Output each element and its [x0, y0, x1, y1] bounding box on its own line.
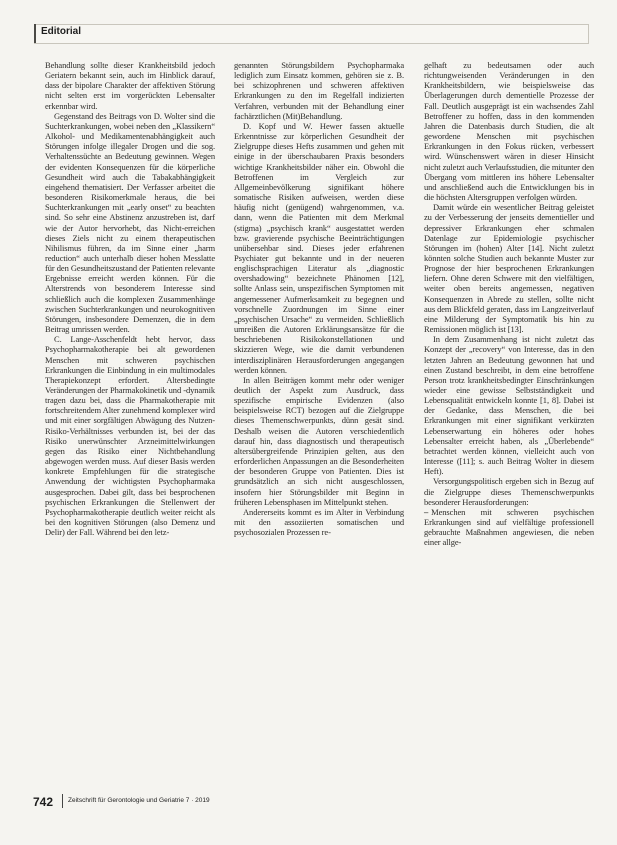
paragraph-text: Damit würde ein wesentlicher Beitrag geleistet zu der Verbesserung der jenseits dementieller und depressiver Erkrankungen eher schmalen Datenlage zur Epidemiologie psychischer Störungen im (hohen) Alter [14]. Nicht zuletzt könnten solche Studien auch bekannte Muster zur Prognose der hier besprochenen Erkrankungen liefern. Ohne deren Schwere mit den vielfältigen, weiter oben bereits angemessen, negativen Konsequenzen in Abrede zu stellen, sollte nicht aus dem Blickfeld geraten, dass im Langzeitverlauf eine Milderung der Symptomatik bis hin zu Remissionen möglich ist [13]. — [424, 202, 594, 335]
page-number: 742 — [33, 795, 54, 809]
paragraph — [424, 507, 594, 548]
paragraph-text: Andererseits kommt es im Alter in Verbindung mit den assoziierten somatischen und psychosozialen Prozessen re- — [234, 506, 404, 538]
paragraph — [424, 476, 594, 506]
paragraph-text: genannten Störungsbildern Psychopharmaka lediglich zum Einsatz kommen, gehören sie z. B. bei schizophrenen und schweren affektiven Erkrankungen zu den im Regelfall indizierten Verfahren, verbunden mit der Behandlung einer fachärztlichen (Mit)Behandlung. — [234, 60, 404, 121]
paragraph-text: Behandlung sollte dieser Krankheitsbild jedoch Geriatern bekannt sein, auch im Hinblick darauf, dass der bipolare Charakter der affektiven Störung nicht selten erst im vorgerückten Lebensalter erkennbar wird. — [45, 60, 215, 111]
paragraph — [45, 111, 215, 334]
paragraph — [45, 60, 215, 111]
paragraph — [424, 202, 594, 334]
paragraph-text: C. Lange-Asschenfeldt hebt hervor, dass Psychopharmakotherapie bei alt gewordenen Menschen mit schweren psychischen Erkrankungen die Einbindung in ein multimodales Therapiekonzept erfordert. Altersbedingte Veränderungen der Pharmakokinetik und -dynamik tragen dazu bei, dass die Pharmakotherapie mit fortschreitendem Alter zunehmend komplexer wird und mit einer sorgfältigen Abwägung des Nutzen-Risiko-Verhältnisses verbunden ist, bei der das Risiko unerwünschter Arzneimittelwirkungen gegen das Risiko einer Nichtbehandlung abgewogen werden muss. Auf dieser Basis werden konkrete Empfehlungen für die strategische Anwendung der wichtigsten Psychopharmaka ausgesprochen. Dabei gilt, dass bei besprochenen psychischen Erkrankungen die Stellenwert der Psychopharmakotherapie deutlich weiter reicht als bei den kognitiven Störungen (also Demenz und Delir) der Fall. Während bei den letz- — [45, 334, 215, 538]
text-column-3 — [424, 60, 594, 548]
paragraph — [234, 507, 404, 537]
paragraph-text: In dem Zusammenhang ist nicht zuletzt das Konzept der „recovery“ von Interesse, das in den letzten Jahren an Bedeutung gewonnen hat und einen Zustand beschreibt, in dem eine betroffene Person trotz krankheitsbedingter Einschränkungen wieder eine gewisse Selbstständigkeit und Lebensqualität entwickeln konnte [1, 8]. Dabei ist der Gedanke, dass Menschen, die bei Erkrankungen mit einer signifikant verkürzten Lebenserwartung ein höheres oder hohes Lebensalter erreicht haben, als „Überlebende“ betrachtet werden können, vielleicht auch von Interesse ([11]; s. auch Beitrag Wolter in diesem Heft). — [424, 334, 594, 477]
footer-divider — [62, 794, 63, 808]
paragraph-text: Versorgungspolitisch ergeben sich in Bezug auf die Zielgruppe dieses Themenschwerpunkts besonderer Herausforderungen: — [424, 476, 594, 507]
paragraph — [234, 375, 404, 507]
journal-citation: Zeitschrift für Gerontologie und Geriatrie 7 · 2019 — [68, 797, 210, 804]
paragraph-text: Menschen mit schweren psychischen Erkrankungen sind auf vielfältige professionell gebrauchte Maßnahmen angewiesen, die neben einer allge- — [424, 506, 594, 548]
text-column-2 — [234, 60, 404, 537]
section-label: Editorial — [41, 26, 82, 37]
paragraph — [424, 334, 594, 476]
paragraph-text: Gegenstand des Beitrags von D. Wolter sind die Suchterkrankungen, wobei neben den „Klassikern“ Alkohol- und Medikamentenabhängigkeit auch Störungen infolge illegaler Drogen und die sog. Verhaltenssüchte an Bedeutung gewinnen. Wegen der evidenten Konsequenzen für die körperliche Gesundheit wird auch die Tabakabhängigkeit eingehend thematisiert. Der Verfasser arbeitet die besonderen Risikomerkmale heraus, die bei Suchterkrankungen mit „early onset“ zu beachten sind. So sehr eine Abstinenz anzustreben ist, darf wie der Autor hervorhebt, das Nicht-erreichen dieses Ziels nicht zu einem therapeutischen Nihilismus führen, da im Sinne einer „harm reduction“ auch unterhalb dieser hohen Messlatte für den Gesundheitszustand der Patienten relevante Ergebnisse erreicht werden können. Für die Alterstrends von besonderem Interesse sind schließlich auch die komplexen Zusammenhänge zwischen Suchterkrankungen und neurokognitiven Störungen, insbesondere Demenzen, die in dem Beitrag umrissen werden. — [45, 110, 215, 335]
paragraph — [234, 121, 404, 375]
bullet-dash: – — [424, 506, 429, 517]
text-column-1 — [45, 60, 215, 537]
paragraph — [424, 60, 594, 202]
paragraph — [234, 60, 404, 121]
section-header-box — [34, 24, 589, 44]
paragraph-text: gelhaft zu bedeutsamen oder auch richtungweisenden Veränderungen in den Krankheitsbildern, wie beispielsweise das Überlagerungen durch dementielle Prozesse der Fall. Deutlich ausgeprägt ist ein wachsendes Zahl Betroffener zu hoffen, dass in den kommenden Jahren die Datenbasis durch Studien, die alt gewordene Menschen mit psychischen Erkrankungen in den Fokus rücken, verbessert wird. Wünschenswert wären in dieser Hinsicht nicht zuletzt auch Verlaufsstudien, die mitunter den Übergang vom mittleren ins höhere Lebensalter und anschließend auch die Entwicklungen bis in die höchsten Altersgruppen verfolgen würden. — [424, 60, 594, 203]
paragraph-text: In allen Beiträgen kommt mehr oder weniger deutlich der Aspekt zum Ausdruck, dass spezifische empirische Evidenzen (also beispielsweise RCT) bezogen auf die Zielgruppe dieses Themenschwerpunkts, dünn gesät sind. Deshalb weisen die Autoren verschiedentlich darauf hin, dass diagnostisch und therapeutisch altersübergreifende Prinzipien gelten, aus den erforderlichen Anpassungen an die Besonderheiten der besonderen Gruppe von Patienten. Dies ist grundsätzlich an sich nicht ausgeschlossen, insofern hier Störungsbilder mit Beginn in früheren Lebensphasen im Mittelpunkt stehen. — [234, 374, 404, 507]
paragraph-text: D. Kopf und W. Hewer fassen aktuelle Erkenntnisse zur körperlichen Gesundheit der Zielgruppe dieses Hefts zusammen und gehen mit einige in der überschaubaren Praxis besonders wichtige Krankheitsbilder näher ein. Obwohl die Betroffenen im Vergleich zur Allgemeinbevölkerung signifikant höhere somatische Risiken aufweisen, werden diese häufig nicht (genügend) wahrgenommen, v.a. dann, wenn die Patienten mit dem Merkmal (stigma) „psychisch krank“ ausgestattet werden bzw. gravierende psychische Beeinträchtigungen unübersehbar sind. Dieses jeder erfahrenen Psychiater gut bekannte und in der neueren englischsprachigen Literatur als „diagnostic overshadowing“ bezeichnete Phänomen [12], sollte Anlass sein, unspezifischen Symptomen mit angemessener Aufmerksamkeit zu begegnen und vorschnelle Zuordnungen im Sinne einer „psychischen Ursache“ zu vermeiden. Schließlich umreißen die Autoren Erklärungsansätze für die beschriebenen Risikokonstellationen und skizzieren Wege, wie die damit verbundenen interdisziplinären Herausforderungen angegangen werden können. — [234, 120, 404, 375]
section-header-rule — [34, 24, 36, 43]
paragraph — [45, 334, 215, 537]
